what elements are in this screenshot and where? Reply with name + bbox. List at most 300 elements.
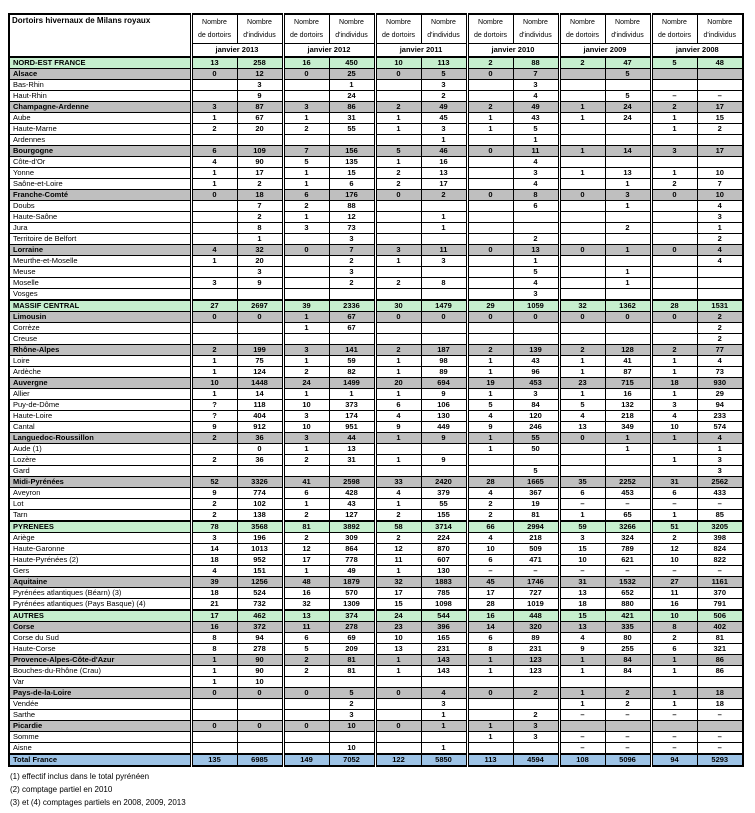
cell: 81 <box>329 666 375 677</box>
cell <box>375 323 421 334</box>
cell <box>651 201 697 212</box>
cell: 246 <box>513 422 559 433</box>
cell: 1 <box>559 699 605 710</box>
cell: 11 <box>421 245 467 256</box>
row-label: Moselle <box>9 278 191 289</box>
cell: 55 <box>421 499 467 510</box>
cell: 1 <box>605 444 651 455</box>
table-row <box>9 510 743 522</box>
cell: 16 <box>467 610 513 622</box>
row-label: Auvergne <box>9 378 191 389</box>
cell: 1 <box>191 113 237 124</box>
cell: 1 <box>467 367 513 378</box>
cell: 1 <box>191 677 237 688</box>
cell: 11 <box>513 146 559 157</box>
cell: 1 <box>559 510 605 522</box>
cell: 27 <box>651 577 697 588</box>
cell: 791 <box>697 599 743 611</box>
cell: – <box>605 566 651 577</box>
cell: 258 <box>237 57 283 69</box>
table-row <box>9 622 743 633</box>
cell: 0 <box>651 312 697 323</box>
column-header-dortoirs <box>191 14 237 44</box>
cell: 930 <box>697 378 743 389</box>
cell: 4 <box>697 356 743 367</box>
cell: 49 <box>513 102 559 113</box>
cell <box>375 91 421 102</box>
cell: 28 <box>467 599 513 611</box>
cell <box>605 455 651 466</box>
cell: 9 <box>375 422 421 433</box>
cell <box>375 677 421 688</box>
cell: 1 <box>283 389 329 400</box>
cell: 15 <box>559 544 605 555</box>
cell: 0 <box>191 721 237 732</box>
cell: 80 <box>605 633 651 644</box>
cell <box>375 444 421 455</box>
cell: 199 <box>237 345 283 356</box>
cell: 2697 <box>237 300 283 312</box>
cell: 2 <box>513 710 559 721</box>
table-row <box>9 69 743 80</box>
cell: 1098 <box>421 599 467 611</box>
cell: 113 <box>467 754 513 766</box>
cell: 2 <box>283 367 329 378</box>
cell: – <box>697 743 743 755</box>
cell: 66 <box>467 521 513 533</box>
cell: 43 <box>513 356 559 367</box>
row-label: Aveyron <box>9 488 191 499</box>
cell <box>513 743 559 755</box>
cell: – <box>651 566 697 577</box>
cell: 31 <box>651 477 697 488</box>
cell: 1 <box>375 113 421 124</box>
cell: 13 <box>605 168 651 179</box>
cell: 1 <box>651 367 697 378</box>
cell: 67 <box>329 323 375 334</box>
table-row <box>9 644 743 655</box>
cell: 1 <box>375 455 421 466</box>
cell: 127 <box>329 510 375 522</box>
cell: – <box>605 743 651 755</box>
row-label: Pyrénées atlantiques (Pays Basque) (4) <box>9 599 191 611</box>
cell: 11 <box>283 622 329 633</box>
cell: 2 <box>697 234 743 245</box>
cell: 17 <box>467 588 513 599</box>
cell <box>191 223 237 234</box>
cell: 2 <box>697 312 743 323</box>
cell: 3 <box>513 80 559 91</box>
cell: 8 <box>467 644 513 655</box>
cell <box>697 135 743 146</box>
cell <box>329 732 375 743</box>
cell: 2994 <box>513 521 559 533</box>
cell: 1 <box>283 113 329 124</box>
cell <box>467 201 513 212</box>
cell: 5 <box>513 267 559 278</box>
cell: 2562 <box>697 477 743 488</box>
cell: 88 <box>329 201 375 212</box>
cell: 2 <box>283 455 329 466</box>
cell <box>513 323 559 334</box>
cell <box>375 710 421 721</box>
cell: 10 <box>559 555 605 566</box>
cell: 349 <box>605 422 651 433</box>
cell: 18 <box>559 599 605 611</box>
cell: 727 <box>513 588 559 599</box>
cell <box>421 677 467 688</box>
cell: 4 <box>697 201 743 212</box>
cell: 1 <box>467 655 513 666</box>
cell: 10 <box>191 378 237 389</box>
cell: 2 <box>329 278 375 289</box>
cell: 65 <box>605 510 651 522</box>
table-row <box>9 599 743 611</box>
cell: 1665 <box>513 477 559 488</box>
footnote: (3) et (4) comptages partiels en 2008, 2009, 2013 <box>10 798 186 807</box>
cell: 4 <box>559 411 605 422</box>
column-header-individus <box>697 14 743 44</box>
cell: 621 <box>605 555 651 566</box>
cell: 785 <box>421 588 467 599</box>
cell: 453 <box>513 378 559 389</box>
row-label: Doubs <box>9 201 191 212</box>
cell: 4 <box>375 488 421 499</box>
cell: 3 <box>651 146 697 157</box>
cell: 87 <box>237 102 283 113</box>
cell: 0 <box>467 688 513 699</box>
cell <box>559 179 605 190</box>
cell <box>283 334 329 345</box>
row-label: Franche-Comté <box>9 190 191 201</box>
cell <box>421 201 467 212</box>
cell: 367 <box>513 488 559 499</box>
cell: 3892 <box>329 521 375 533</box>
cell: 13 <box>283 610 329 622</box>
table-row <box>9 732 743 743</box>
table-row <box>9 499 743 510</box>
cell: 15 <box>329 168 375 179</box>
cell: 2336 <box>329 300 375 312</box>
cell: 1479 <box>421 300 467 312</box>
cell: 0 <box>283 69 329 80</box>
cell: 4 <box>513 157 559 168</box>
cell <box>191 212 237 223</box>
cell: 77 <box>697 345 743 356</box>
cell: 28 <box>651 300 697 312</box>
cell <box>605 721 651 732</box>
cell: 50 <box>513 444 559 455</box>
cell: 6 <box>467 633 513 644</box>
cell: 149 <box>283 754 329 766</box>
cell: 41 <box>605 356 651 367</box>
cell <box>283 278 329 289</box>
column-header-individus <box>421 14 467 44</box>
cell: 4 <box>559 633 605 644</box>
column-header-line: Nombre <box>662 19 687 26</box>
cell <box>191 699 237 710</box>
cell: – <box>651 732 697 743</box>
cell <box>375 267 421 278</box>
row-label: Var <box>9 677 191 688</box>
cell <box>421 466 467 477</box>
cell <box>237 323 283 334</box>
cell: 1 <box>559 688 605 699</box>
cell: 1 <box>467 433 513 444</box>
cell: 20 <box>237 256 283 267</box>
cell: 335 <box>605 622 651 633</box>
cell <box>651 135 697 146</box>
cell <box>283 80 329 91</box>
cell: 18 <box>697 699 743 710</box>
table-row <box>9 710 743 721</box>
cell <box>467 677 513 688</box>
cell <box>559 91 605 102</box>
cell: 324 <box>605 533 651 544</box>
cell: 3 <box>237 80 283 91</box>
cell <box>559 256 605 267</box>
table-row <box>9 477 743 488</box>
cell: 18 <box>237 190 283 201</box>
cell: 87 <box>605 367 651 378</box>
cell: 9 <box>191 422 237 433</box>
cell: 13 <box>513 245 559 256</box>
cell: 141 <box>329 345 375 356</box>
cell: 278 <box>237 644 283 655</box>
cell <box>467 157 513 168</box>
table-row <box>9 466 743 477</box>
table-row <box>9 312 743 323</box>
cell <box>329 334 375 345</box>
cell: 3714 <box>421 521 467 533</box>
cell <box>605 289 651 301</box>
cell: 544 <box>421 610 467 622</box>
cell: 1499 <box>329 378 375 389</box>
column-header-line: Nombre <box>570 19 595 26</box>
cell <box>283 267 329 278</box>
row-label: Meurthe-et-Moselle <box>9 256 191 267</box>
cell: 86 <box>697 666 743 677</box>
cell: 7 <box>513 69 559 80</box>
cell: 122 <box>375 754 421 766</box>
cell: 0 <box>237 312 283 323</box>
cell <box>237 135 283 146</box>
cell: 138 <box>237 510 283 522</box>
cell: 652 <box>605 588 651 599</box>
cell: 73 <box>329 223 375 234</box>
cell <box>283 710 329 721</box>
row-label: Allier <box>9 389 191 400</box>
cell: 2 <box>375 102 421 113</box>
cell: 24 <box>375 610 421 622</box>
row-label: Midi-Pyrénées <box>9 477 191 488</box>
cell: 2420 <box>421 477 467 488</box>
table-row <box>9 113 743 124</box>
cell: 24 <box>605 113 651 124</box>
cell: 9 <box>237 91 283 102</box>
cell: 5 <box>283 644 329 655</box>
row-label: Bouches-du-Rhône (Crau) <box>9 666 191 677</box>
cell: 47 <box>605 57 651 69</box>
cell: 143 <box>421 655 467 666</box>
cell: 84 <box>605 655 651 666</box>
cell: 2 <box>559 345 605 356</box>
cell: 73 <box>697 367 743 378</box>
cell: 19 <box>467 378 513 389</box>
cell: 8 <box>237 223 283 234</box>
cell: 1 <box>329 80 375 91</box>
cell: 4 <box>513 179 559 190</box>
cell: 2 <box>329 699 375 710</box>
cell: 120 <box>513 411 559 422</box>
cell: 196 <box>237 533 283 544</box>
cell <box>283 256 329 267</box>
column-header-line: d'individus <box>611 32 644 39</box>
cell: 130 <box>421 566 467 577</box>
table-row <box>9 533 743 544</box>
cell: 96 <box>513 367 559 378</box>
cell: 1 <box>375 124 421 135</box>
row-label: Total France <box>9 754 191 766</box>
cell: 2 <box>651 533 697 544</box>
cell: 1 <box>559 389 605 400</box>
cell: 2 <box>191 345 237 356</box>
cell: 0 <box>375 190 421 201</box>
cell <box>191 267 237 278</box>
cell: 12 <box>651 544 697 555</box>
cell: 4 <box>697 245 743 256</box>
table-row <box>9 135 743 146</box>
cell: 3 <box>237 267 283 278</box>
cell <box>697 267 743 278</box>
cell <box>467 334 513 345</box>
cell: 1 <box>421 223 467 234</box>
cell <box>651 334 697 345</box>
row-label: Corse du Sud <box>9 633 191 644</box>
cell: 2 <box>605 223 651 234</box>
cell: 6 <box>513 201 559 212</box>
cell: 2 <box>191 499 237 510</box>
cell: 1019 <box>513 599 559 611</box>
cell <box>467 223 513 234</box>
cell: 0 <box>559 433 605 444</box>
cell <box>651 223 697 234</box>
table-row <box>9 234 743 245</box>
cell: 81 <box>697 633 743 644</box>
cell <box>283 743 329 755</box>
table-row <box>9 323 743 334</box>
cell: 12 <box>329 212 375 223</box>
row-label: Cantal <box>9 422 191 433</box>
cell: – <box>697 91 743 102</box>
column-header-line: Nombre <box>339 19 364 26</box>
cell: 824 <box>697 544 743 555</box>
cell <box>697 157 743 168</box>
cell: 231 <box>421 644 467 655</box>
cell: 29 <box>467 300 513 312</box>
cell: 6 <box>283 190 329 201</box>
roost-table <box>8 13 744 767</box>
cell: 17 <box>697 102 743 113</box>
cell: 1 <box>237 234 283 245</box>
table-row <box>9 212 743 223</box>
cell: 31 <box>329 113 375 124</box>
cell <box>467 323 513 334</box>
table-row <box>9 345 743 356</box>
cell: 90 <box>237 666 283 677</box>
cell: 2 <box>605 688 651 699</box>
cell: 0 <box>651 190 697 201</box>
cell: 321 <box>697 644 743 655</box>
cell: 1 <box>467 389 513 400</box>
table-row <box>9 544 743 555</box>
row-label: Haute-Corse <box>9 644 191 655</box>
cell: 5 <box>375 146 421 157</box>
cell: 7 <box>329 245 375 256</box>
cell: 694 <box>421 378 467 389</box>
column-header-individus <box>513 14 559 44</box>
cell: 209 <box>329 644 375 655</box>
cell: 5 <box>467 400 513 411</box>
cell: 1 <box>697 223 743 234</box>
cell: 1 <box>421 135 467 146</box>
cell: 4594 <box>513 754 559 766</box>
cell <box>513 455 559 466</box>
cell: 10 <box>375 633 421 644</box>
cell: 90 <box>237 655 283 666</box>
cell: 9 <box>421 389 467 400</box>
cell <box>651 267 697 278</box>
cell <box>467 699 513 710</box>
cell <box>467 256 513 267</box>
cell: 9 <box>559 644 605 655</box>
cell: 28 <box>467 477 513 488</box>
column-header-line: de dortoirs <box>381 32 416 39</box>
cell: 17 <box>283 555 329 566</box>
cell: 0 <box>467 190 513 201</box>
cell: 41 <box>283 477 329 488</box>
cell: 1 <box>375 256 421 267</box>
cell: 18 <box>191 588 237 599</box>
table-row <box>9 179 743 190</box>
row-label: Lot <box>9 499 191 510</box>
cell: 1309 <box>329 599 375 611</box>
row-label: Sarthe <box>9 710 191 721</box>
table-row <box>9 168 743 179</box>
cell <box>651 677 697 688</box>
cell <box>467 278 513 289</box>
cell: 2 <box>191 455 237 466</box>
row-label: Puy-de-Dôme <box>9 400 191 411</box>
cell <box>375 699 421 710</box>
row-label: Languedoc-Roussillon <box>9 433 191 444</box>
cell: 1 <box>283 179 329 190</box>
cell <box>651 444 697 455</box>
cell <box>697 80 743 91</box>
cell <box>697 677 743 688</box>
cell <box>605 234 651 245</box>
row-label: Yonne <box>9 168 191 179</box>
cell: 8 <box>513 190 559 201</box>
cell: 2 <box>651 633 697 644</box>
cell <box>651 69 697 80</box>
cell: 16 <box>421 157 467 168</box>
cell: 24 <box>605 102 651 113</box>
cell: 1362 <box>605 300 651 312</box>
cell: 13 <box>191 57 237 69</box>
row-label: Tarn <box>9 510 191 522</box>
cell <box>513 699 559 710</box>
